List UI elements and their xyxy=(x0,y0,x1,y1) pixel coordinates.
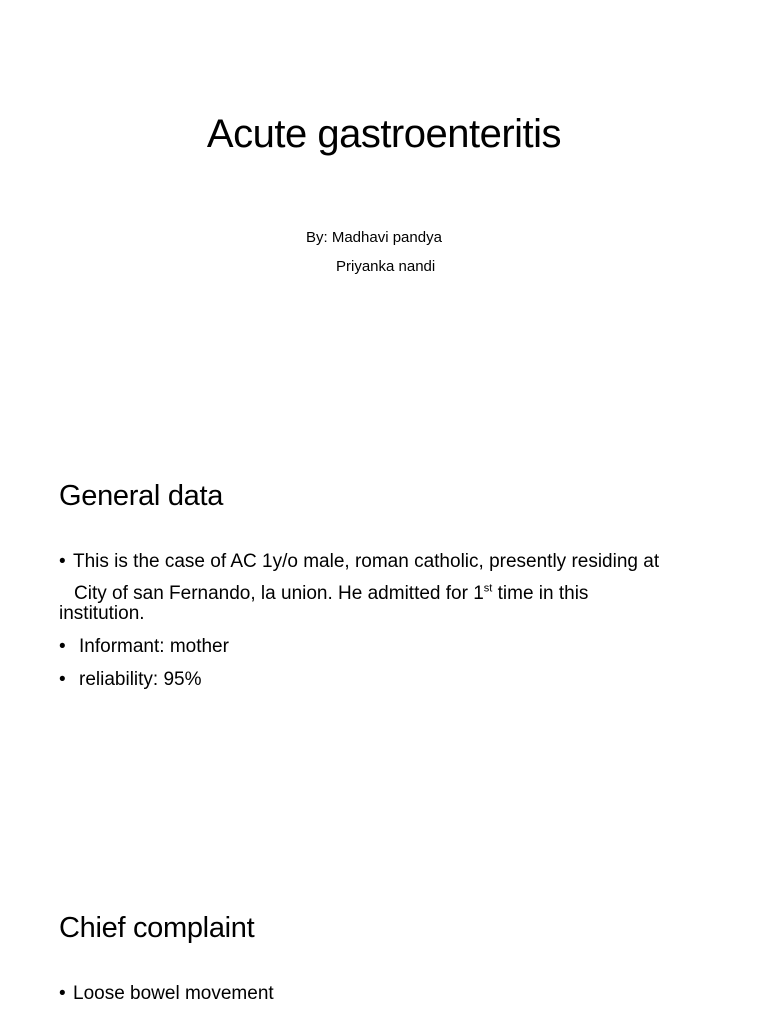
bullet-text: City of san Fernando, la union. He admitted for 1 xyxy=(74,583,484,604)
list-item xyxy=(59,635,739,659)
chief-complaint-slide xyxy=(0,860,768,1024)
bullet-text: reliability: 95% xyxy=(79,669,202,690)
general-data-slide xyxy=(0,420,768,860)
author-line: Priyanka nandi xyxy=(336,258,436,275)
list-item xyxy=(59,982,739,1006)
bullet-line xyxy=(59,635,739,659)
author-line: By: Madhavi pandya xyxy=(306,229,442,246)
bullet-text: Informant: mother xyxy=(79,636,229,657)
bullet-icon: • xyxy=(59,551,66,572)
slide-title: Acute gastroenteritis xyxy=(206,112,562,156)
bullet-text: Loose bowel movement xyxy=(73,983,274,1004)
bullet-line xyxy=(59,982,739,1006)
bullet-line: institution. xyxy=(59,603,145,624)
bullet-icon: • xyxy=(59,669,66,690)
bullet-icon: • xyxy=(59,636,66,657)
bullet-line xyxy=(59,550,739,574)
list-item xyxy=(59,550,739,626)
slide-heading: Chief complaint xyxy=(59,912,255,944)
bullet-list xyxy=(59,982,739,1015)
bullet-line xyxy=(59,668,739,692)
bullet-text: This is the case of AC 1y/o male, roman catholic, presently residing at xyxy=(73,551,660,572)
bullet-text: time in this xyxy=(492,583,589,604)
list-item xyxy=(59,668,739,692)
bullet-icon: • xyxy=(59,983,66,1004)
ordinal-suffix: st xyxy=(483,582,493,595)
slide-heading: General data xyxy=(59,480,224,512)
title-slide xyxy=(0,0,768,420)
bullet-list xyxy=(59,550,739,701)
